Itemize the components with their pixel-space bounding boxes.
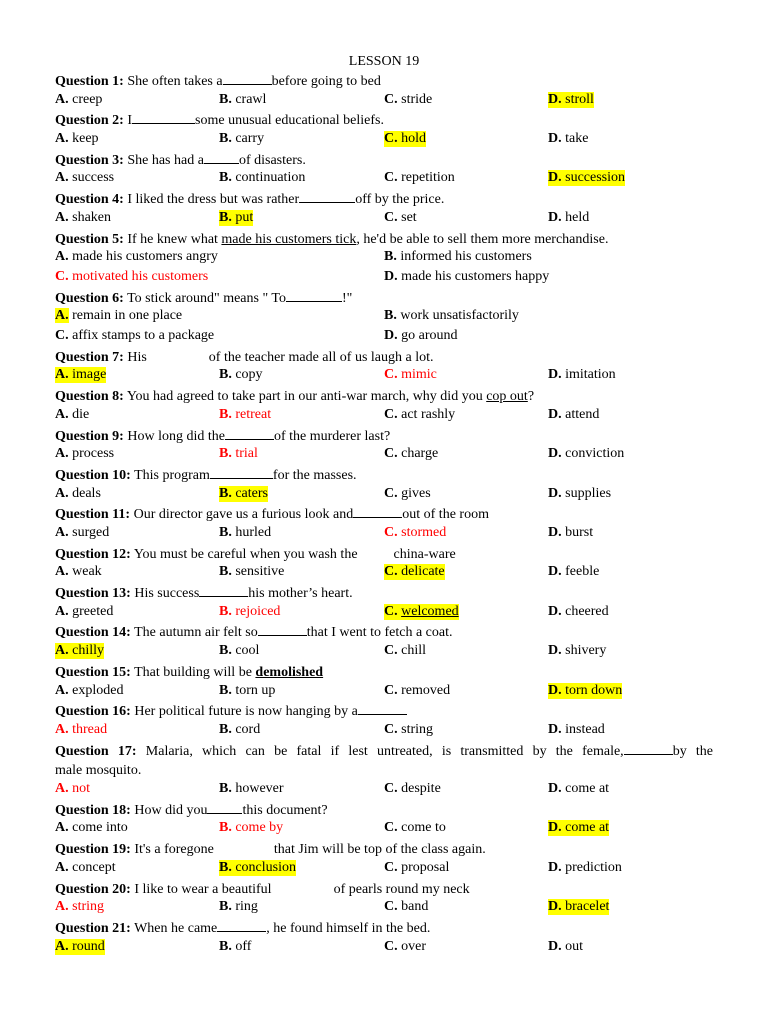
option-a-correct[interactable]: A. chilly [55, 643, 105, 659]
option-c[interactable]: C. despite [384, 781, 441, 797]
option-d[interactable]: D. imitation [548, 367, 616, 383]
option-c[interactable]: C. band [384, 899, 429, 915]
option-c[interactable]: C. stride [384, 91, 433, 107]
question-16: Question 16: Her political future is now hanging by a [55, 702, 713, 722]
option-d-correct[interactable]: D. succession [548, 170, 626, 186]
option-c[interactable]: C. chill [384, 643, 427, 659]
option-d[interactable]: D. burst [548, 524, 594, 540]
option-d-correct[interactable]: D. torn down [548, 682, 623, 698]
option-c-correct[interactable]: C. delicate [384, 564, 445, 580]
option-b[interactable]: B. come by [219, 820, 284, 836]
question-2-options [55, 131, 713, 151]
question-19-options [55, 860, 713, 880]
option-c-correct[interactable]: C. stormed [384, 524, 447, 540]
question-6-options-row1 [55, 308, 713, 328]
worksheet-page [55, 52, 713, 958]
option-a-correct[interactable]: A. image [55, 367, 107, 383]
option-b[interactable]: B. copy [219, 367, 263, 383]
option-b-correct[interactable]: B. retreat [219, 406, 272, 422]
option-a[interactable]: A. greeted [55, 603, 114, 619]
option-b[interactable]: B. cord [219, 721, 261, 737]
option-d[interactable]: D. supplies [548, 485, 612, 501]
option-b[interactable]: B. hurled [219, 524, 272, 540]
question-11: Question 11: Our director gave us a furious look and out of the room [55, 507, 489, 523]
option-a[interactable]: A. come into [55, 820, 128, 836]
option-c[interactable]: C. over [384, 938, 427, 954]
option-a-correct[interactable]: A. remain in one place [55, 308, 183, 324]
question-1: Question 1: She often takes a before going to bed [55, 74, 381, 89]
option-b-correct[interactable]: B. trial [219, 446, 258, 462]
question-1-options [55, 92, 713, 112]
question-21: Question 21: When he came , he found himself in the bed. [55, 920, 431, 936]
question-7: Question 7: His of the teacher made all of us laugh a lot. [55, 349, 434, 365]
question-14-options [55, 643, 713, 663]
option-d[interactable]: D. take [548, 131, 589, 147]
question-4: Question 4: I liked the dress but was rather off by the price. [55, 192, 445, 208]
option-a-correct[interactable]: A. not [55, 781, 91, 797]
option-b[interactable]: B. work unsatisfactorily [384, 308, 519, 324]
option-b-correct[interactable]: B. conclusion [219, 859, 296, 875]
option-d-correct[interactable]: D. bracelet [548, 899, 610, 915]
question-17-cont: male mosquito. [55, 763, 142, 779]
question-6-options-row2 [55, 328, 713, 348]
question-2: Question 2: I some unusual educational beliefs. [55, 113, 384, 129]
question-9: Question 9: How long did the of the murderer last? [55, 428, 391, 444]
option-d-correct[interactable]: D. come at [548, 820, 610, 836]
option-b[interactable]: B. sensitive [219, 564, 285, 580]
option-c[interactable]: C. come to [384, 820, 446, 836]
option-b[interactable]: B. ring [219, 899, 258, 915]
option-a[interactable]: A. made his customers angry [55, 249, 218, 265]
option-a[interactable]: A. die [55, 406, 90, 422]
option-b[interactable]: B. continuation [219, 170, 306, 186]
option-a-correct[interactable]: A. thread [55, 721, 108, 737]
question-17: Question 17: Malaria, which can be fatal if lest untreated, is transmitted by the female, by the [55, 743, 714, 759]
option-b-correct[interactable]: B. put [219, 209, 254, 225]
option-a[interactable]: A. process [55, 446, 115, 462]
question-18-options [55, 820, 713, 840]
question-9-options [55, 446, 713, 466]
lesson-title: LESSON 19 [348, 54, 420, 69]
question-19: Question 19: It's a foregone that Jim will be top of the class again. [55, 842, 486, 858]
option-b-correct[interactable]: B. caters [219, 485, 268, 501]
option-c[interactable]: C. gives [384, 485, 431, 501]
option-c-correct[interactable]: C. welcomed [384, 603, 459, 619]
option-c[interactable]: C. removed [384, 682, 451, 698]
question-8-options [55, 407, 713, 427]
option-b[interactable]: B. informed his customers [384, 249, 532, 265]
option-c[interactable]: C. repetition [384, 170, 455, 186]
option-d[interactable]: D. conviction [548, 446, 625, 462]
question-12: Question 12: You must be careful when you wash the china-ware [55, 546, 456, 562]
option-d[interactable]: D. prediction [548, 859, 622, 875]
option-c[interactable]: C. affix stamps to a package [55, 328, 215, 344]
option-d[interactable]: D. held [548, 209, 590, 225]
option-d[interactable]: D. cheered [548, 603, 609, 619]
option-d[interactable]: D. come at [548, 781, 610, 797]
question-16-options [55, 722, 713, 742]
option-b[interactable]: B. however [219, 781, 284, 797]
option-c[interactable]: C. string [384, 721, 434, 737]
option-a[interactable]: A. deals [55, 485, 101, 501]
option-d[interactable]: D. attend [548, 406, 600, 422]
option-c-correct[interactable]: C. hold [384, 131, 427, 147]
option-a[interactable]: A. weak [55, 564, 102, 580]
question-13-options [55, 604, 713, 624]
option-c[interactable]: C. act rashly [384, 406, 456, 422]
option-c[interactable]: C. mimic [384, 367, 437, 383]
option-a[interactable]: A. shaken [55, 209, 112, 225]
question-6: Question 6: To stick around" means " To !" [55, 290, 353, 306]
option-b[interactable]: B. crawl [219, 91, 267, 107]
question-5-options-row2 [55, 269, 713, 289]
option-d[interactable]: D. instead [548, 721, 605, 737]
option-b[interactable]: B. torn up [219, 682, 276, 698]
option-a[interactable]: A. exploded [55, 682, 124, 698]
option-a[interactable]: A. concept [55, 859, 116, 875]
option-a-correct[interactable]: A. round [55, 938, 105, 954]
option-d[interactable]: D. feeble [548, 564, 600, 580]
option-b[interactable]: B. carry [219, 131, 265, 147]
question-3-options [55, 170, 713, 190]
question-20: Question 20: I like to wear a beautiful of pearls round my neck [55, 881, 470, 897]
question-10-options [55, 486, 713, 506]
question-3: Question 3: She has had a of disasters. [55, 152, 306, 168]
option-d[interactable]: D. made his customers happy [384, 268, 550, 284]
question-12-options [55, 564, 713, 584]
question-5: Question 5: If he knew what made his customers tick, he'd be able to sell them more merchandise. [55, 231, 609, 247]
option-b[interactable]: B. cool [219, 643, 260, 659]
option-a[interactable]: A. string [55, 899, 105, 915]
option-c[interactable]: C. charge [384, 446, 439, 462]
option-a[interactable]: A. creep [55, 91, 103, 107]
option-a[interactable]: A. surged [55, 524, 110, 540]
option-d[interactable]: D. shivery [548, 643, 607, 659]
question-14: Question 14: The autumn air felt so that I went to fetch a coat. [55, 625, 453, 641]
question-15: Question 15: That building will be demolished [55, 664, 324, 680]
option-a[interactable]: A. success [55, 170, 115, 186]
question-20-options [55, 899, 713, 919]
question-11-options [55, 525, 713, 545]
question-15-options [55, 683, 713, 703]
question-5-options-row1 [55, 249, 713, 269]
question-10: Question 10: This program for the masses. [55, 467, 357, 483]
question-7-options [55, 367, 713, 387]
option-c[interactable]: C. set [384, 209, 417, 225]
question-4-options [55, 210, 713, 230]
question-13: Question 13: His success his mother’s heart. [55, 586, 353, 602]
option-b[interactable]: B. rejoiced [219, 603, 281, 619]
question-8: Question 8: You had agreed to take part in our anti-war march, why did you cop out? [55, 389, 535, 405]
question-17-options [55, 781, 713, 801]
option-d[interactable]: D. out [548, 938, 584, 954]
option-c-correct[interactable]: C. motivated his customers [55, 268, 209, 284]
option-b[interactable]: B. off [219, 938, 252, 954]
question-18: Question 18: How did you this document? [55, 802, 328, 818]
option-c[interactable]: C. proposal [384, 859, 450, 875]
option-d[interactable]: D. go around [384, 328, 458, 344]
option-a[interactable]: A. keep [55, 131, 99, 147]
option-d-correct[interactable]: D. stroll [548, 91, 594, 107]
question-21-options [55, 939, 713, 959]
